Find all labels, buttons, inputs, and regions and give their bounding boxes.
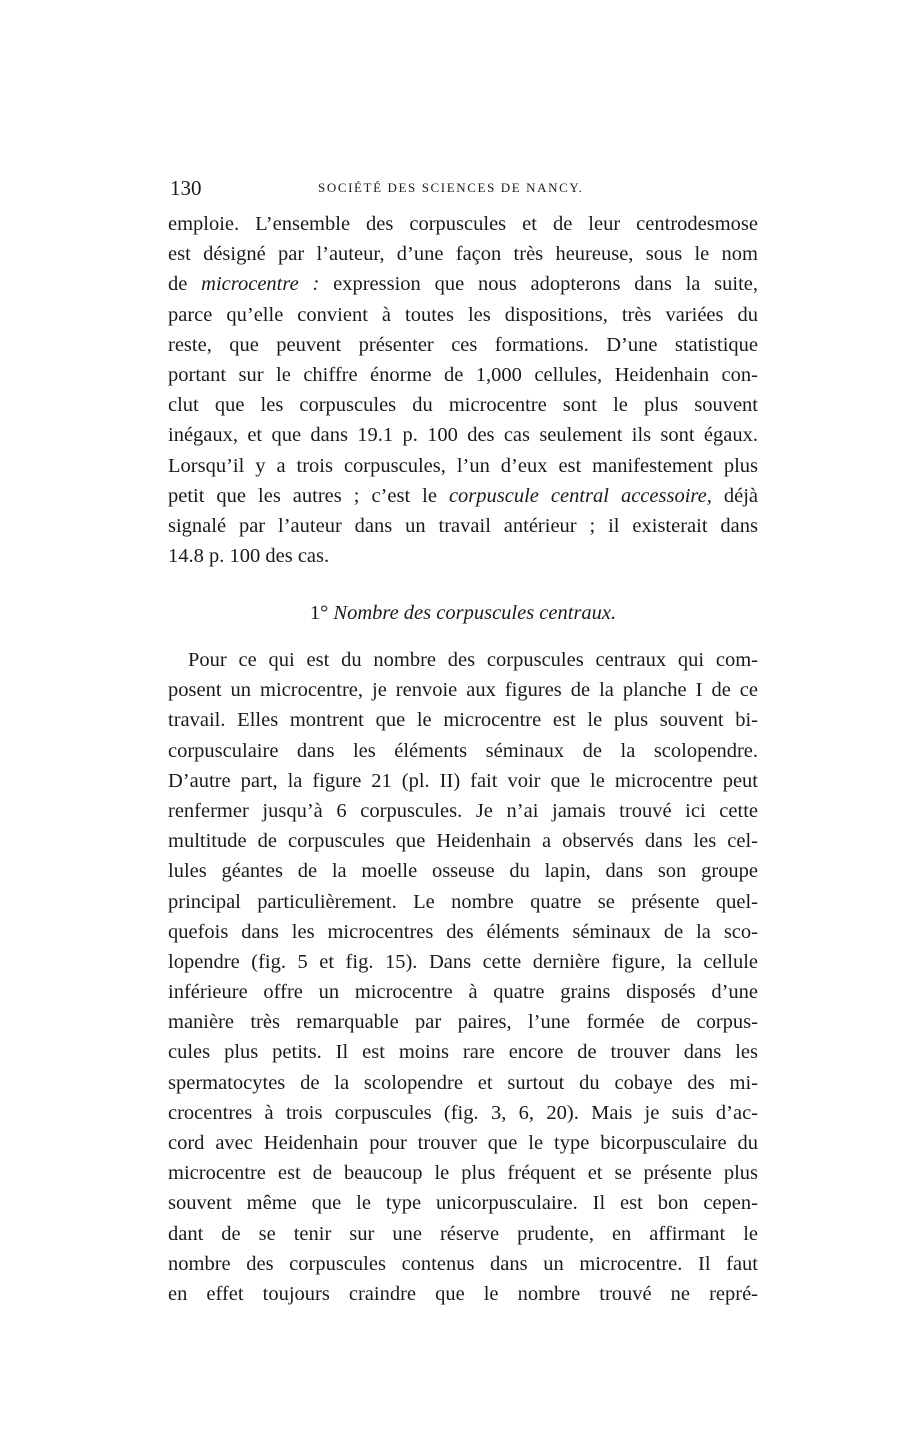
page-number: 130 xyxy=(170,176,202,200)
text-fragment: expression que nous adopterons dans la suite, xyxy=(333,273,758,296)
text-line: Pour ce qui est du nombre des corpuscules centraux qui com- xyxy=(188,649,758,671)
running-header xyxy=(168,176,758,206)
text-line xyxy=(168,481,758,511)
text-line: microcentre est de beaucoup le plus fréquent et se présente plus xyxy=(168,1162,758,1185)
text-line: souvent même que le type unicorpusculaire. Il est bon cepen- xyxy=(168,1192,758,1215)
text-line: nombre des corpuscules contenus dans un microcentre. Il faut xyxy=(168,1252,758,1275)
journal-title: SOCIÉTÉ DES SCIENCES DE NANCY. xyxy=(318,180,584,195)
section-heading xyxy=(168,598,758,628)
text-fragment: de xyxy=(168,273,188,296)
text-line xyxy=(168,269,758,299)
text-line: spermatocytes de la scolopendre et surtout du cobaye des mi- xyxy=(168,1071,758,1094)
text-fragment: petit que les autres ; c’est le xyxy=(168,484,437,507)
text-line: multitude de corpuscules que Heidenhain a observés dans les cel- xyxy=(168,830,758,853)
text-line: lopendre (fig. 5 et fig. 15). Dans cette dernière figure, la cellule xyxy=(168,950,758,973)
section-number: 1° xyxy=(309,602,329,624)
text-line: cules plus petits. Il est moins rare encore de trouver dans les xyxy=(168,1041,758,1064)
term-microcentre: microcentre : xyxy=(201,273,320,296)
text-line: manière très remarquable par paires, l’une formée de corpus- xyxy=(168,1011,758,1034)
text-line: quefois dans les microcentres des éléments séminaux de la sco- xyxy=(168,920,758,943)
text-line: lules géantes de la moelle osseuse du lapin, dans son groupe xyxy=(168,860,758,883)
term-corpuscule-central: corpuscule central accessoire, xyxy=(448,484,712,507)
text-line: reste, que peuvent présenter ces formations. D’une statistique xyxy=(168,333,758,356)
paragraph-2 xyxy=(168,645,758,1309)
text-line: inégaux, et que dans 19.1 p. 100 des cas seulement ils sont égaux. xyxy=(168,424,758,447)
text-line: signalé par l’auteur dans un travail antérieur ; il existerait dans xyxy=(168,514,758,537)
text-line: cord avec Heidenhain pour trouver que le type bicorpusculaire du xyxy=(168,1132,758,1154)
text-line: en effet toujours craindre que le nombre trouvé ne repré- xyxy=(168,1282,758,1305)
text-line: parce qu’elle convient à toutes les dispositions, très variées du xyxy=(168,303,758,326)
text-line: dant de se tenir sur une réserve prudente, en affirmant le xyxy=(168,1222,758,1245)
text-line: emploie. L’ensemble des corpuscules et de leur centrodesmose xyxy=(168,213,758,235)
text-line: D’autre part, la figure 21 (pl. II) fait voir que le microcentre peut xyxy=(168,769,758,792)
document-page xyxy=(168,0,758,1446)
text-line: 14.8 p. 100 des cas. xyxy=(168,545,330,568)
paragraph-1 xyxy=(168,209,758,571)
text-line: posent un microcentre, je renvoie aux figures de la planche I de ce xyxy=(168,679,758,702)
text-line: est désigné par l’auteur, d’une façon très heureuse, sous le nom xyxy=(168,243,758,266)
text-line: principal particulièrement. Le nombre quatre se présente quel- xyxy=(168,890,758,913)
text-line: corpusculaire dans les éléments séminaux de la scolopendre. xyxy=(168,739,758,762)
section-title: Nombre des corpuscules centraux. xyxy=(333,602,617,624)
text-line: inférieure offre un microcentre à quatre grains disposés d’une xyxy=(168,981,758,1004)
text-line: travail. Elles montrent que le microcentre est le plus souvent bi- xyxy=(168,709,758,732)
text-line: Lorsqu’il y a trois corpuscules, l’un d’eux est manifestement plus xyxy=(168,454,758,477)
text-fragment: déjà xyxy=(723,484,758,507)
text-line: crocentres à trois corpuscules (fig. 3, 6, 20). Mais je suis d’ac- xyxy=(168,1101,758,1124)
text-line: renfermer jusqu’à 6 corpuscules. Je n’ai jamais trouvé ici cette xyxy=(168,799,758,822)
text-line: clut que les corpuscules du microcentre sont le plus souvent xyxy=(168,394,758,417)
text-line: portant sur le chiffre énorme de 1,000 cellules, Heidenhain con- xyxy=(168,363,758,386)
